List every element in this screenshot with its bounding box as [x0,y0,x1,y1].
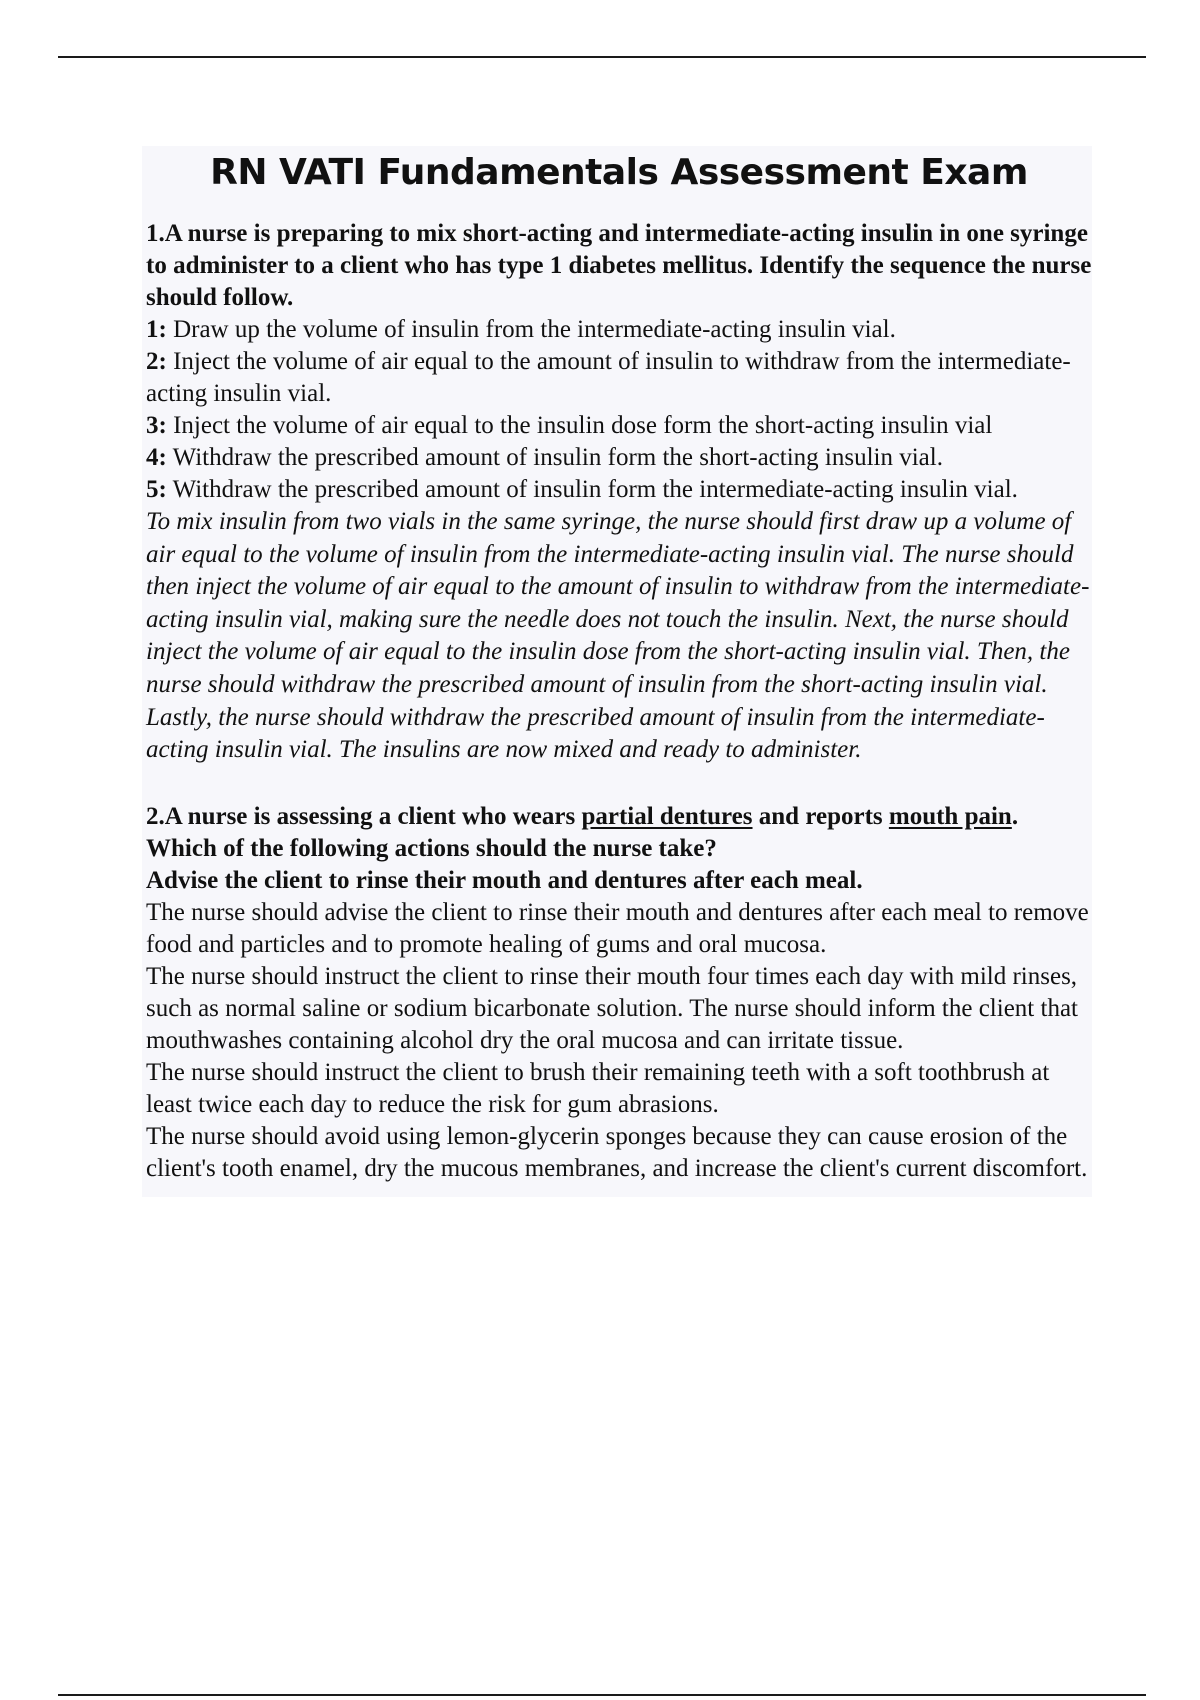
option-4 [146,442,1092,474]
option-2 [146,346,1092,410]
option-number: 1: [146,316,167,343]
page-title: RN VATI Fundamentals Assessment Exam [210,152,1028,193]
explanation-paragraph: The nurse should instruct the client to rinse their mouth four times each day with mild rinses, such as normal saline or sodium bicarbonate solution. The nurse should inform the client that mouthwashes containing alcohol dry the oral mucosa and can irritate tissue. [146,962,1078,1054]
explanation-paragraph: The nurse should avoid using lemon-glycerin sponges because they can cause erosion of the client's tooth enamel, dry the mucous membranes, and increase the client's current discomfort. [146,1122,1088,1182]
question-1-rationale: To mix insulin from two vials in the same syringe, the nurse should first draw up a volume of air equal to the volume of insulin from the intermediate-acting insulin vial. The nurse should then inject the volume of air equal to the amount of insulin to withdraw from the intermediate-acting insulin vial, making sure the needle does not touch the insulin. Next, the nurse should inject the volume of air equal to the insulin dose from the short-acting insulin vial. Then, the nurse should withdraw the prescribed amount of insulin from the short-acting insulin vial. Lastly, the nurse should withdraw the prescribed amount of insulin from the intermediate-acting insulin vial. The insulins are now mixed and ready to administer. [146,508,1090,764]
option-5 [146,474,1092,506]
question-2-stem [146,801,1092,865]
question-1-options [146,314,1092,506]
question-1-stem: 1.A nurse is preparing to mix short-acting and intermediate-acting insulin in one syringe to administer to a client who has type 1 diabetes mellitus. Identify the sequence the nurse should follow. [146,220,1092,311]
explanation-paragraph: The nurse should advise the client to rinse their mouth and dentures after each meal to remove food and particles and to promote healing of gums and oral mucosa. [146,898,1089,958]
explanation-paragraph: The nurse should instruct the client to brush their remaining teeth with a soft toothbrush at least twice each day to reduce the risk for gum abrasions. [146,1058,1050,1118]
option-text: Withdraw the prescribed amount of insulin form the intermediate-acting insulin vial. [166,476,1018,503]
stem-text: and reports [752,802,889,830]
top-rule [58,56,1146,58]
underlined-term: partial dentures [581,802,753,830]
option-number: 4: [146,444,167,471]
option-number: 5: [146,476,167,503]
option-number: 2: [146,348,167,375]
underlined-term: mouth pain [888,802,1012,830]
option-3 [146,410,1092,442]
stem-text: 2.A nurse is assessing a client who wears [146,802,582,830]
stem-text: . Which of the following actions should the nurse take? [146,802,1019,862]
option-text: Withdraw the prescribed amount of insulin form the short-acting insulin vial. [166,444,943,471]
option-1 [146,314,1092,346]
option-number: 3: [146,412,167,439]
bottom-rule [58,1694,1146,1696]
option-text: Inject the volume of air equal to the insulin dose form the short-acting insulin vial [166,412,993,439]
option-text: Inject the volume of air equal to the amount of insulin to withdraw from the intermediate-acting insulin vial. [146,348,1071,407]
option-text: Draw up the volume of insulin from the intermediate-acting insulin vial. [166,316,896,343]
document-body [142,146,1092,1197]
question-2-answer: Advise the client to rinse their mouth and dentures after each meal. [146,866,863,894]
